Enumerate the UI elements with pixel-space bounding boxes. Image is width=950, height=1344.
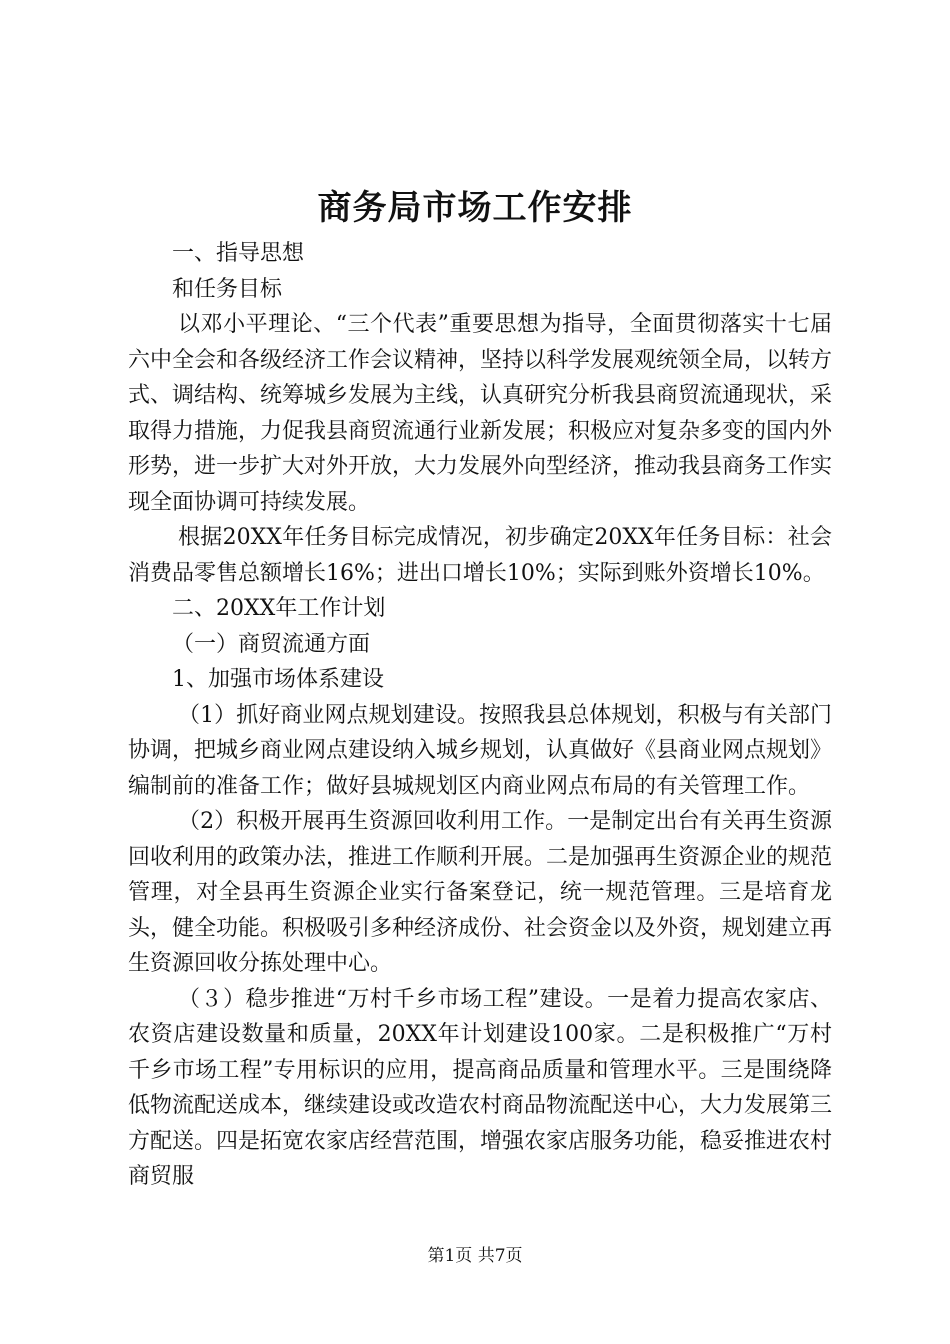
document-title: 商务局市场工作安排 — [317, 188, 633, 228]
section-heading-1: 一、指导思想 — [172, 241, 305, 266]
paragraph-item-3: （３）稳步推进“万村千乡市场工程”建设。一是着力提高农家店、农资店建设数量和质量，20XX年计划建设100家。二是积极推广“万村千乡市场工程”专用标识的应用，提高商品质量和管理水平。三是围绕降低物流配送成本，继续建设或改造农村商品物流配送中心，大力发展第三方配送。四是拓宽农家店经营范围，增强农家店服务功能，稳妥推进农村商贸服 — [128, 986, 833, 1189]
paragraph-item-2: （2）积极开展再生资源回收利用工作。一是制定出台有关再生资源回收利用的政策办法，推进工作顺利开展。二是加强再生资源企业的规范管理，对全县再生资源企业实行备案登记，统一规范管理。三是培育龙头，健全功能。积极吸引多种经济成份、社会资金以及外资，规划建立再生资源回收分拣处理中心。 — [128, 809, 833, 976]
item-heading-market-system: 1、加强市场体系建设 — [172, 667, 384, 692]
paragraph-item-1: （1）抓好商业网点规划建设。按照我县总体规划，积极与有关部门协调，把城乡商业网点建设纳入城乡规划，认真做好《县商业网点规划》编制前的准备工作；做好县城规划区内商业网点布局的有关管理工作。 — [128, 702, 833, 799]
section-heading-1-cont: 和任务目标 — [172, 276, 283, 302]
document-body — [128, 236, 832, 1195]
paragraph-task-targets: 根据20XX年任务目标完成情况，初步确定20XX年任务目标：社会消费品零售总额增长16%；进出口增长10%；实际到账外资增长10%。 — [128, 525, 832, 586]
section-heading-2: 二、20XX年工作计划 — [172, 596, 386, 621]
paragraph-guiding-ideology: 以邓小平理论、“三个代表”重要思想为指导，全面贯彻落实十七届六中全会和各级经济工作会议精神，坚持以科学发展观统领全局，以转方式、调结构、统筹城乡发展为主线，认真研究分析我县商贸流通现状，采取得力措施，力促我县商贸流通行业新发展；积极应对复杂多变的国内外形势，进一步扩大对外开放，大力发展外向型经济，推动我县商务工作实现全面协调可持续发展。 — [128, 312, 833, 515]
sub-heading-trade: （一）商贸流通方面 — [172, 631, 371, 657]
page-number-footer: 第1页 共7页 — [427, 1246, 523, 1266]
